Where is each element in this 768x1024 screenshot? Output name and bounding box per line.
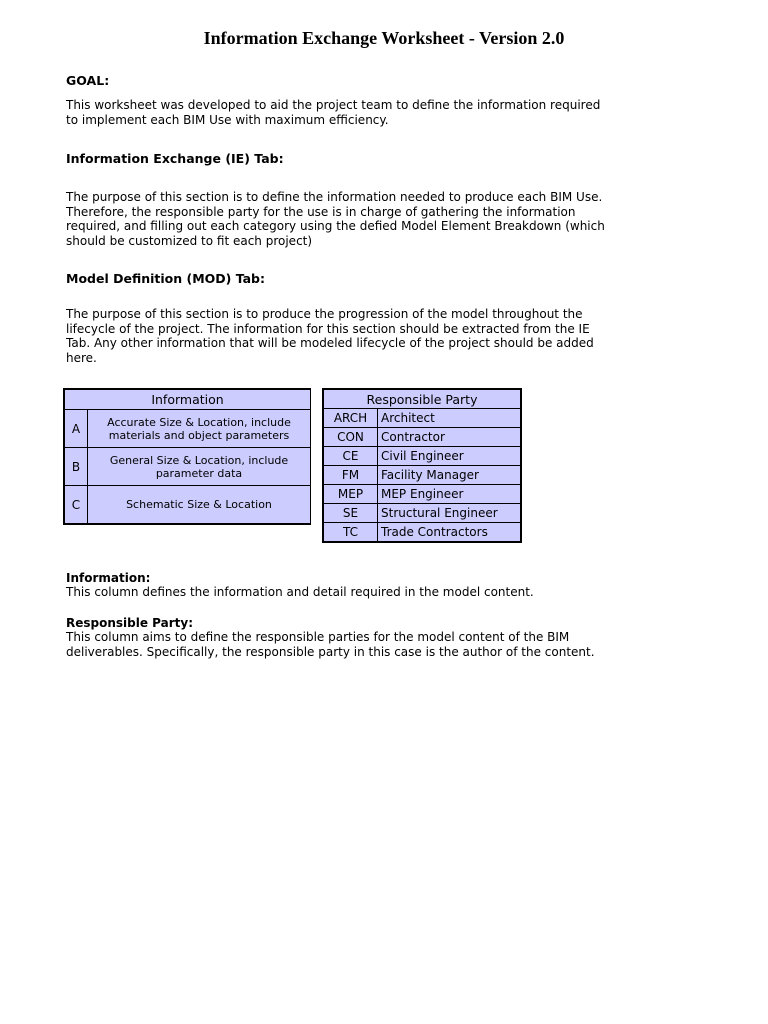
- responsible-party-definition-heading: Responsible Party:: [66, 616, 194, 630]
- table-row: [323, 466, 521, 485]
- table-row: [323, 428, 521, 447]
- responsible-party-table: [322, 388, 522, 543]
- party-abbr-cell: MEP: [323, 485, 378, 504]
- table-row: [323, 409, 521, 428]
- party-abbr-cell: CON: [323, 428, 378, 447]
- mod-tab-line: here.: [66, 350, 97, 365]
- info-desc-cell: [88, 448, 311, 486]
- table-row: [64, 448, 311, 486]
- party-abbr-cell: FM: [323, 466, 378, 485]
- ie-tab-paragraph: [66, 190, 605, 248]
- mod-tab-paragraph: [66, 307, 594, 365]
- ie-tab-line: Therefore, the responsible party for the use is in charge of gathering the information: [66, 204, 576, 219]
- information-table: [63, 388, 311, 525]
- info-desc-line: parameter data: [155, 466, 243, 480]
- table-row: [323, 504, 521, 523]
- information-definition-paragraph: [66, 585, 586, 600]
- goal-heading: GOAL:: [66, 73, 110, 88]
- party-role-cell: Structural Engineer: [378, 504, 522, 523]
- party-abbr-cell: CE: [323, 447, 378, 466]
- ie-tab-line: The purpose of this section is to define the information needed to produce each BIM Use.: [66, 190, 603, 204]
- info-desc-line: Schematic Size & Location: [126, 498, 272, 511]
- info-desc-line: materials and object parameters: [108, 428, 290, 442]
- ie-tab-line: required, and filling out each category using the defied Model Element Breakdown (which: [66, 219, 605, 233]
- mod-tab-line: The purpose of this section is to produce the progression of the model throughout the: [66, 307, 583, 321]
- mod-tab-heading: Model Definition (MOD) Tab:: [66, 271, 266, 286]
- info-code-cell: A: [64, 410, 88, 448]
- info-desc-cell: [88, 410, 311, 448]
- party-role-cell: Trade Contractors: [378, 523, 522, 543]
- table-row: [323, 485, 521, 504]
- party-role-cell: Facility Manager: [378, 466, 522, 485]
- party-role-cell: MEP Engineer: [378, 485, 522, 504]
- party-role-cell: Contractor: [378, 428, 522, 447]
- goal-paragraph: [66, 98, 601, 127]
- responsible-party-table-header: Responsible Party: [323, 389, 521, 409]
- ie-tab-line: should be customized to fit each project): [66, 233, 313, 248]
- table-row: [323, 447, 521, 466]
- info-desc-line: General Size & Location, include: [109, 453, 289, 467]
- table-row: [64, 410, 311, 448]
- party-abbr-cell: TC: [323, 523, 378, 543]
- info-code-cell: C: [64, 486, 88, 525]
- party-abbr-cell: ARCH: [323, 409, 378, 428]
- responsible-party-definition-line: This column aims to define the responsible parties for the model content of the BIM: [66, 630, 570, 644]
- info-desc-line: Accurate Size & Location, include: [107, 415, 291, 429]
- information-definition-heading: Information:: [66, 571, 151, 585]
- goal-line: This worksheet was developed to aid the project team to define the information required: [66, 98, 601, 112]
- table-row: [323, 523, 521, 543]
- mod-tab-line: Tab. Any other information that will be modeled lifecycle of the project should be added: [66, 336, 594, 350]
- responsible-party-definition-line: deliverables. Specifically, the responsible party in this case is the author of the content.: [66, 644, 595, 659]
- party-role-cell: Civil Engineer: [378, 447, 522, 466]
- information-table-header: Information: [64, 389, 311, 410]
- party-role-cell: Architect: [378, 409, 522, 428]
- table-row: [64, 486, 311, 525]
- ie-tab-heading: Information Exchange (IE) Tab:: [66, 151, 284, 166]
- info-code-cell: B: [64, 448, 88, 486]
- party-abbr-cell: SE: [323, 504, 378, 523]
- mod-tab-line: lifecycle of the project. The information for this section should be extracted from the IE: [66, 321, 590, 336]
- page-title: Information Exchange Worksheet - Version 2.0: [203, 28, 565, 48]
- goal-line: to implement each BIM Use with maximum efficiency.: [66, 112, 389, 127]
- responsible-party-definition-paragraph: [66, 630, 595, 659]
- info-desc-cell: [88, 486, 311, 525]
- information-definition-line: This column defines the information and detail required in the model content.: [66, 585, 534, 599]
